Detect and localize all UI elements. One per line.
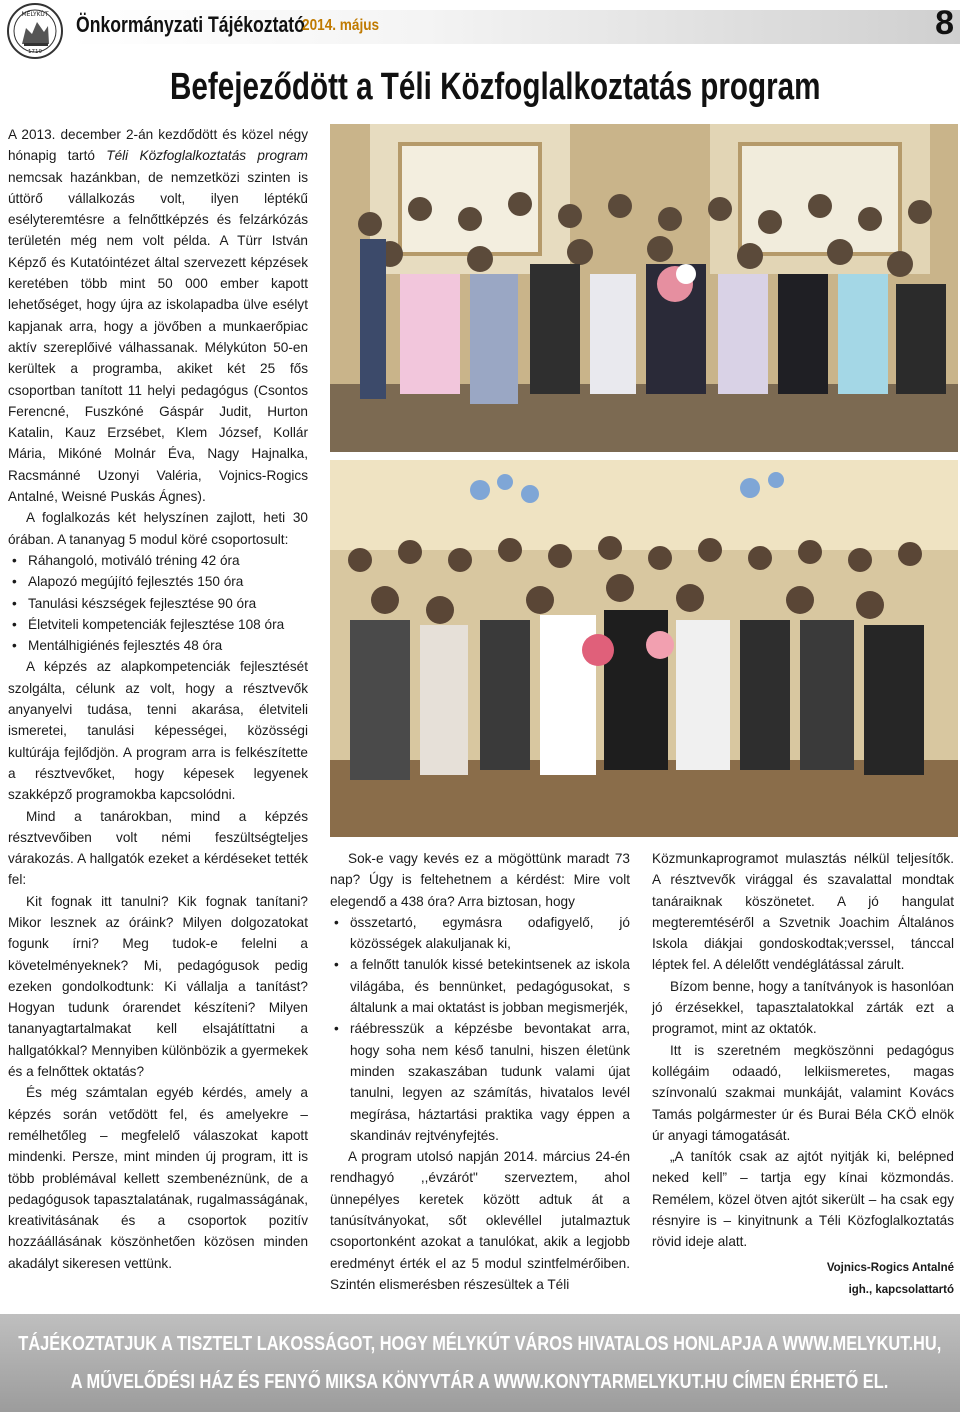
paragraph: És még számtalan egyéb kérdés, amely a képzés során vetődött fel, és amelyekre – remélhetőleg – megfelelő válaszokat kapott mindenki. Persze, mint minden új program, itt is több problémával kellett szembenéznünk, de a pedagógusok tapasztalatának, rugalmasságának, kreativitásának és a csoportok pozitív hozzáállásának köszönhetően közösen minden akadályt sikeresen vettünk. <box>8 1085 308 1271</box>
paragraph: A foglalkozás két helyszínen zajlott, heti 30 órában. A tananyag 5 modul köré csoportosult: <box>8 510 308 547</box>
program-name-italic: Téli Közfoglalkoztatás program <box>106 148 309 164</box>
paragraph: Sok-e vagy kevés ez a mögöttünk maradt 73 nap? Úgy is feltehetnem a kérdést: Mire volt elegendő a 438 óra? Arra biztosan, hogy <box>330 851 630 909</box>
left-column <box>8 124 308 1274</box>
footer-line-2: A MŰVELŐDÉSI HÁZ ÉS FENYŐ MIKSA KÖNYVTÁR A WWW.KONYTARMELYKUT.HU CÍMEN ÉRHETŐ EL. <box>71 1371 889 1393</box>
issue-date: 2014. május <box>302 17 380 34</box>
right-column <box>652 848 954 1301</box>
paragraph: „A tanítók csak az ajtót nyitják ki, belépned neked kell” – tartja egy kínai közmondás. Remélem, közel ötven ajtót sikerült – ha csak egy résnyire is – kinyitnunk a Téli Közfoglalkoztatás rövid ideje alatt. <box>652 1149 954 1250</box>
article-title: Befejeződött a Téli Közfoglalkoztatás program <box>170 66 821 108</box>
author-signature <box>652 1257 954 1301</box>
footer-line-1: TÁJÉKOZTATJUK A TISZTELT LAKOSSÁGOT, HOGY MÉLYKÚT VÁROS HIVATALOS HONLAPJA A WWW.MELYKUT.HU, <box>18 1333 942 1355</box>
page-header <box>0 0 960 60</box>
list-item: • Mentálhigiénés fejlesztés 48 óra <box>28 635 308 656</box>
logo-year: 1719 <box>28 49 42 55</box>
outcome-list <box>330 912 630 1146</box>
author-name: Vojnics-Rogics Antalné <box>826 1261 954 1274</box>
footer-notice <box>0 1314 960 1412</box>
list-item: • összetartó, egymásra odafigyelő, jó közösségek alakuljanak ki, <box>350 912 630 955</box>
list-item: • Életviteli kompetenciák fejlesztése 108 óra <box>28 614 308 635</box>
list-item: • Ráhangoló, motiváló tréning 42 óra <box>28 550 308 571</box>
paragraph: A program utolsó napján 2014. március 24-én rendhagyó ,,évzárót" szerveztem, ahol ünnepélyes keretek között adtuk át a tanúsítványokat, sőt oklevéllel jutalmaztuk csoportonként azokat a tanulókat, akik a legjobb eredményt érték el az 5 modul szintfelmérőiben. Szintén elismerésben részesültek a Téli <box>330 1149 630 1292</box>
paragraph: Kit fognak itt tanulni? Kik fognak tanítani? Mikor lesznek az óráink? Milyen dolgozatokat fogunk írni? Meg tudok-e felelni a követelményeknek? Mi, pedagógusok pedig ezeken gondolkodtunk: Ki vállalja a tanítást? Hogyan tudunk órarendet készíteni? Milyen tananyagtartalmakat kell elsajátíttatni a hallgatókkal? Mennyiben különbözik a gyermekek és a felnőttek oktatás? <box>8 893 308 1080</box>
paragraph: Mind a tanárokban, mind a képzés résztvevőiben volt némi feszültségteljes várakozás. A hallgatók ezeket a kérdéseket tették fel: <box>8 808 308 888</box>
module-list <box>8 550 308 656</box>
list-item: • Alapozó megújító fejlesztés 150 óra <box>28 571 308 592</box>
author-role: igh., kapcsolattartó <box>848 1283 954 1296</box>
group-photo-bottom <box>330 460 958 837</box>
logo-text: MÉLYKÚT <box>21 11 49 18</box>
paragraph: A képzés az alapkompetenciák fejlesztését szolgálta, célunk az volt, hogy a résztvevők anyanyelvi tudása, tenni akarása, életviteli ismeretei, tanulási képességei, közösségi kultúrája fejlődjön. A program arra is felkészítette a résztvevőket, hogy képesek legyenek szakképző programokba kapcsolódni. <box>8 659 308 803</box>
town-crest-logo <box>6 2 64 60</box>
list-item: • Tanulási készségek fejlesztése 90 óra <box>28 593 308 614</box>
middle-column <box>330 848 630 1295</box>
paragraph: Közmunkaprogramot mulasztás nélkül teljesítők. A résztvevők virággal és szavalattal mondtak tanáraiknak köszönetet. A jó hangulat megteremtéséről a Szvetnik Joachim Általános Iskola diákjai gondoskodtak;verssel, tánccal léptek fel. A délelőtt vendéglátással zárult. <box>652 851 954 973</box>
publication-title: Önkormányzati Tájékoztató <box>76 12 305 37</box>
list-item: • ráébresszük a képzésbe bevontakat arra, hogy soha nem késő tanulni, hiszen életünk minden szakaszában tudunk valami újat tanulni, legyen az számítás, hivatalos levél megírása, háztartási praktika vagy éppen a skandináv rejtvényfejtés. <box>350 1018 630 1146</box>
paragraph <box>8 124 308 507</box>
list-item: • a felnőtt tanulók kissé betekintsenek az iskola világába, és bennünket, pedagógusokat, s általunk a mai oktatást is jobban megismerjék, <box>350 954 630 1018</box>
group-photo-top <box>330 124 958 452</box>
text-span: nemcsak hazánkban, de nemzetközi szinten is úttörő vállalkozás volt, ilyen léptékű esélyteremtésre a felnőttképzés és felzárkózás területén még nem volt példa. A Türr István Képző és Kutatóintézet által szervezett képzések keretében több mint 50 000 ember kapott lehetőséget, hogy újra az iskolapadba ülve esélyt kapjanak arra, hogy a jövőben a munkaerőpiac aktív szereplőivé válhassanak. Mélykúton 50-en kerültek a programba, akiket két 25 fős csoportban tanított 11 helyi pedagógus (Csontos Ferencné, Fuszkóné Gáspár Judit, Hurton Katalin, Kauz Erzsébet, Klem József, Kollár Mária, Mikóné Molnár Éva, Nagy Hajnalka, Racsmánné Uzonyi Valéria, Vojnics-Rogics Antalné, Weisné Puskás Ágnes). <box>8 169 308 505</box>
page-number: 8 <box>935 4 954 42</box>
text-span: A 2013. december 2-án kezdődött és közel négy hónapig tartó <box>8 127 308 164</box>
paragraph: Bízom benne, hogy a tanítványok is hasonlóan jó érzésekkel, tapasztalatokkal zárták ezt a programot, mint az oktatók. <box>652 978 954 1037</box>
paragraph: Itt is szeretném megköszönni pedagógus kollégáim odaadó, lelkiismeretes, magas színvonalú szakmai munkáját, valamint Kovács Tamás polgármester úr és Burai Béla CKÖ elnök úr anyagi támogatását. <box>652 1042 954 1143</box>
